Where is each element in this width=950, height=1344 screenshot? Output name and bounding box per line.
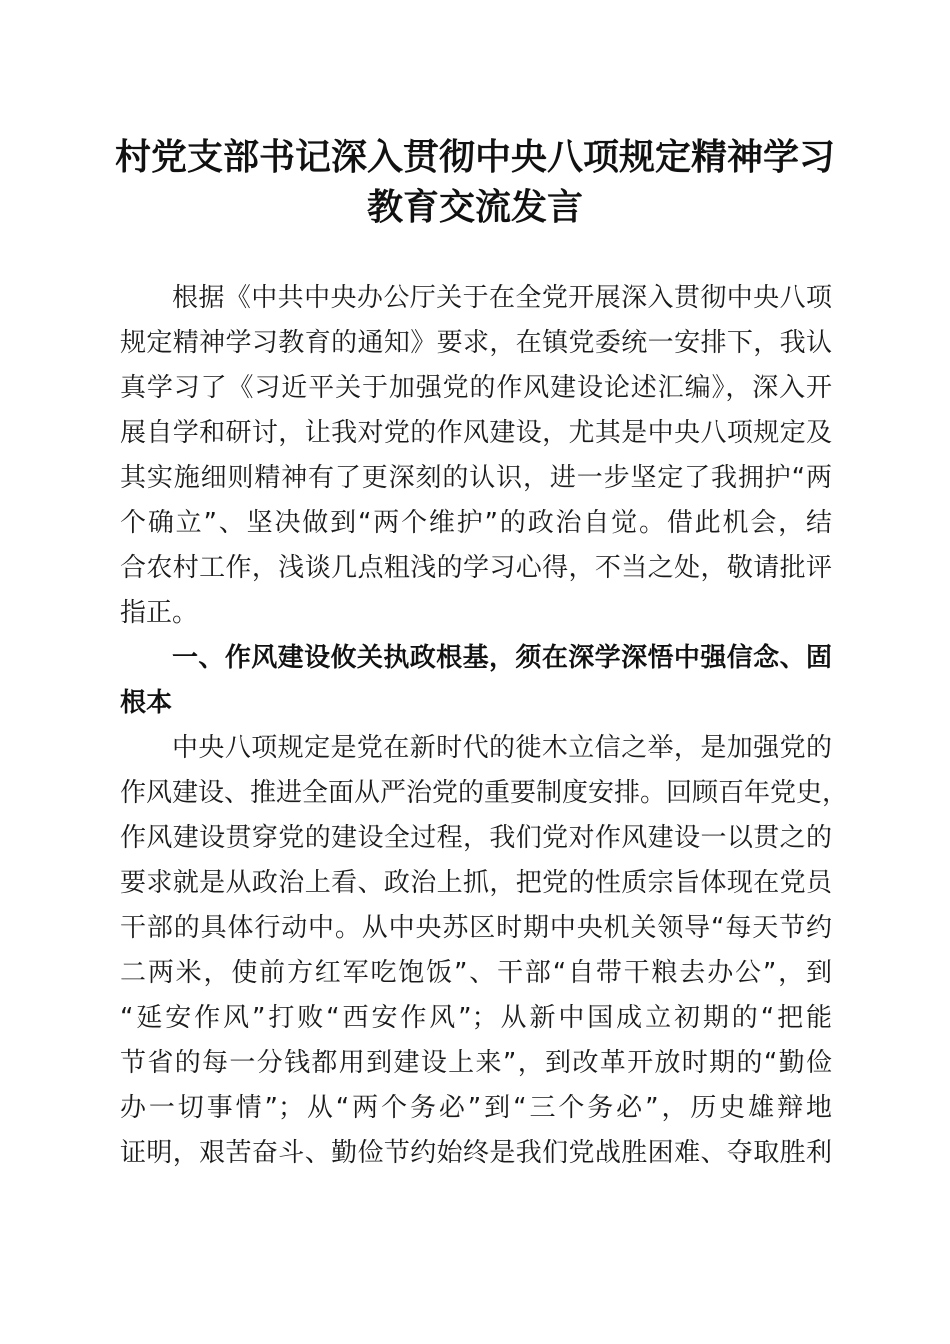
paragraph-line: 证明，艰苦奋斗、勤俭节约始终是我们党战胜困难、夺取胜利 (120, 1138, 832, 1168)
paragraph-line: 展自学和研讨，让我对党的作风建设，尤其是中央八项规定及 (120, 418, 832, 448)
paragraph-line: 二两米，使前方红军吃饱饭”、干部“自带干粮去办公”，到 (120, 958, 832, 988)
document-title-line-1: 村党支部书记深入贯彻中央八项规定精神学习 (114, 136, 835, 178)
paragraph-line: 节省的每一分钱都用到建设上来”，到改革开放时期的“勤俭 (120, 1048, 832, 1078)
paragraph-line: 其实施细则精神有了更深刻的认识，进一步坚定了我拥护“两 (120, 463, 832, 493)
paragraph-line: 真学习了《习近平关于加强党的作风建设论述汇编》，深入开 (120, 373, 832, 403)
paragraph-line: 个确立”、坚决做到“两个维护”的政治自觉。借此机会，结 (120, 508, 832, 538)
paragraph-line: “延安作风”打败“西安作风”；从新中国成立初期的“把能 (120, 1003, 832, 1033)
section-heading-line: 根本 (120, 688, 173, 718)
document-title-line-2: 教育交流发言 (366, 186, 583, 228)
section-heading-line: 一、作风建设攸关执政根基，须在深学深悟中强信念、固 (172, 643, 832, 673)
paragraph-line: 规定精神学习教育的通知》要求，在镇党委统一安排下，我认 (120, 328, 832, 358)
paragraph-line: 根据《中共中央办公厅关于在全党开展深入贯彻中央八项 (172, 283, 832, 313)
paragraph-line: 合农村工作，浅谈几点粗浅的学习心得，不当之处，敬请批评 (120, 553, 832, 583)
paragraph-line: 指正。 (120, 598, 199, 628)
paragraph-line: 办一切事情”；从“两个务必”到“三个务必”，历史雄辩地 (120, 1093, 832, 1123)
paragraph-line: 要求就是从政治上看、政治上抓，把党的性质宗旨体现在党员 (120, 868, 832, 898)
paragraph-line: 中央八项规定是党在新时代的徙木立信之举，是加强党的 (172, 733, 832, 763)
paragraph-line: 干部的具体行动中。从中央苏区时期中央机关领导“每天节约 (120, 913, 832, 943)
paragraph-line: 作风建设贯穿党的建设全过程，我们党对作风建设一以贯之的 (120, 823, 832, 853)
paragraph-line: 作风建设、推进全面从严治党的重要制度安排。回顾百年党史， (120, 778, 849, 808)
